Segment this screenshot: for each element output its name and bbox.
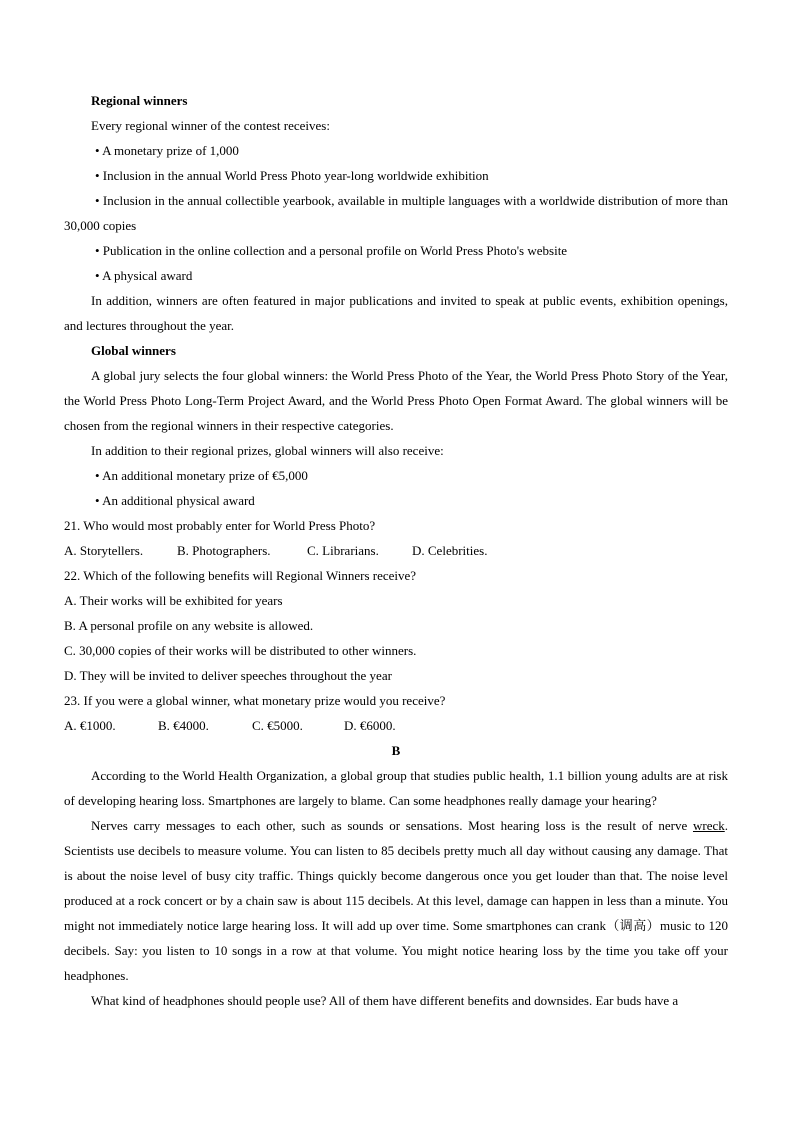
- q23-option-c: C. €5000.: [252, 718, 303, 733]
- global-winners-heading: Global winners: [91, 343, 176, 358]
- q22-option-b: B. A personal profile on any website is allowed.: [64, 618, 314, 633]
- p2-text-after: . Scientists use decibels to measure volume. You can listen to 85 decibels pretty much all day without causing any damage. That is about the noise level of busy city traffic. Things quickly become dangerous once you get louder than that. The noise level produced at a rock concert or by a chain saw is about 115 decibels. At this level, damage can happen in less than a minute. You might not immediately notice large hearing loss. It will add up over time. Some smartphones can crank（调高）music to 120 decibels. Say: you listen to 10 songs in a row at that volume. You might notice hearing loss by the time you take off your headphones.: [64, 818, 728, 983]
- q22-option-d: D. They will be invited to deliver speeches throughout the year: [64, 668, 392, 683]
- regional-bullet-4: • Publication in the online collection and a personal profile on World Press Photo's website: [95, 243, 568, 258]
- p2-text-before: Nerves carry messages to each other, such as sounds or sensations. Most hearing loss is the result of nerve: [91, 818, 693, 833]
- q22-option-a: A. Their works will be exhibited for years: [64, 593, 283, 608]
- section-b-paragraph-3: What kind of headphones should people use? All of them have different benefits and downsides. Ear buds have a: [91, 993, 679, 1008]
- question-22-stem: 22. Which of the following benefits will Regional Winners receive?: [64, 568, 417, 583]
- q23-option-d: D. €6000.: [344, 718, 396, 733]
- question-21-options: [64, 538, 728, 563]
- question-23-options: [64, 713, 728, 738]
- regional-addition-paragraph: In addition, winners are often featured in major publications and invited to speak at public events, exhibition openings, and lectures throughout the year.: [64, 293, 728, 333]
- global-bullet-1: • An additional monetary prize of €5,000: [95, 468, 308, 483]
- q23-option-b: B. €4000.: [158, 718, 209, 733]
- section-b-label: B: [391, 743, 401, 758]
- q21-option-b: B. Photographers.: [177, 543, 271, 558]
- q22-option-c: C. 30,000 copies of their works will be distributed to other winners.: [64, 643, 417, 658]
- section-b-paragraph-1: According to the World Health Organization, a global group that studies public health, 1.1 billion young adults are at risk of developing hearing loss. Smartphones are largely to blame. Can some headphones really damage your hearing?: [64, 768, 728, 808]
- q21-option-d: D. Celebrities.: [412, 543, 488, 558]
- global-bullet-2: • An additional physical award: [95, 493, 255, 508]
- global-intro: In addition to their regional prizes, global winners will also receive:: [91, 443, 444, 458]
- q21-option-c: C. Librarians.: [307, 543, 379, 558]
- section-b-paragraph-2: [64, 813, 728, 988]
- underlined-word-wreck: wreck: [692, 818, 725, 833]
- question-23-stem: 23. If you were a global winner, what monetary prize would you receive?: [64, 693, 446, 708]
- document-page: [64, 88, 728, 1013]
- regional-intro: Every regional winner of the contest receives:: [91, 118, 330, 133]
- regional-bullet-3: • Inclusion in the annual collectible yearbook, available in multiple languages with a worldwide distribution of more than 30,000 copies: [64, 193, 728, 233]
- regional-bullet-2: • Inclusion in the annual World Press Photo year-long worldwide exhibition: [95, 168, 489, 183]
- q21-option-a: A. Storytellers.: [64, 543, 144, 558]
- q23-option-a: A. €1000.: [64, 718, 116, 733]
- regional-winners-heading: Regional winners: [91, 93, 188, 108]
- regional-bullet-1: • A monetary prize of 1,000: [95, 143, 239, 158]
- global-winners-paragraph: A global jury selects the four global winners: the World Press Photo of the Year, the World Press Photo Story of the Year, the World Press Photo Long-Term Project Award, and the World Press Photo Open Format Award. The global winners will be chosen from the regional winners in their respective categories.: [64, 368, 728, 433]
- question-21-stem: 21. Who would most probably enter for World Press Photo?: [64, 518, 376, 533]
- regional-bullet-5: • A physical award: [95, 268, 193, 283]
